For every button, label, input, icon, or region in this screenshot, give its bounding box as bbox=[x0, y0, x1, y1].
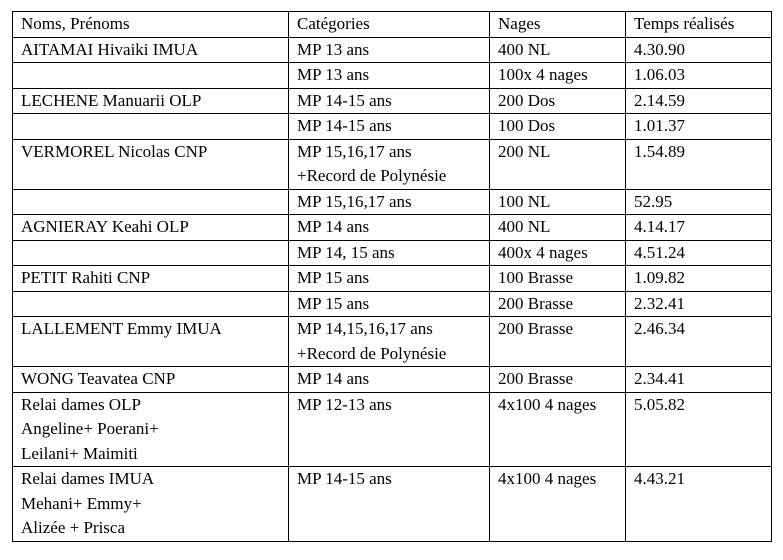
header-row bbox=[13, 12, 772, 38]
table-row bbox=[13, 63, 772, 89]
table-row bbox=[13, 114, 772, 140]
cell-time-line: 4.43.21 bbox=[634, 469, 685, 488]
cell-swim-line: 4x100 4 nages bbox=[498, 469, 597, 488]
cell-time bbox=[626, 266, 772, 292]
cell-name-line bbox=[21, 292, 288, 317]
cell-name-line: AITAMAI Hivaiki IMUA bbox=[21, 39, 199, 59]
cell-category-line: MP 15,16,17 ans bbox=[297, 141, 412, 161]
cell-name bbox=[13, 392, 289, 467]
cell-swim-line: 4x100 4 nages bbox=[498, 394, 597, 414]
cell-time-line: 1.06.03 bbox=[634, 65, 685, 84]
cell-name bbox=[13, 114, 289, 140]
cell-category-line: MP 14-15 ans bbox=[297, 90, 392, 110]
cell-time-line: 4.30.90 bbox=[634, 39, 685, 59]
cell-swim bbox=[490, 467, 626, 542]
cell-category-line: MP 15 ans bbox=[297, 293, 370, 313]
cell-swim-line: 100 Dos bbox=[498, 116, 556, 135]
cell-time-line: 1.54.89 bbox=[634, 141, 685, 161]
table-row bbox=[13, 215, 772, 241]
cell-swim bbox=[490, 189, 626, 215]
cell-category bbox=[289, 392, 490, 467]
cell-name-line: Relai dames IMUA bbox=[21, 469, 155, 488]
cell-category bbox=[289, 114, 490, 140]
cell-category-line: MP 14-15 ans bbox=[297, 469, 392, 488]
cell-swim bbox=[490, 114, 626, 140]
cell-time-line: 2.32.41 bbox=[634, 293, 685, 313]
cell-category bbox=[289, 266, 490, 292]
cell-name-line bbox=[21, 114, 288, 139]
cell-time-line: 2.46.34 bbox=[634, 319, 685, 338]
cell-name bbox=[13, 467, 289, 542]
cell-category bbox=[289, 63, 490, 89]
table-row bbox=[13, 291, 772, 317]
cell-name bbox=[13, 63, 289, 89]
cell-swim-line: 200 NL bbox=[498, 141, 551, 161]
cell-name bbox=[13, 367, 289, 393]
cell-category-line: MP 13 ans bbox=[297, 39, 370, 59]
cell-swim-line: 200 Brasse bbox=[498, 369, 574, 388]
table-row bbox=[13, 392, 772, 467]
cell-name-line: Relai dames OLP bbox=[21, 394, 141, 414]
cell-swim-line: 100 NL bbox=[498, 191, 551, 211]
cell-name bbox=[13, 189, 289, 215]
table-row bbox=[13, 266, 772, 292]
table-row bbox=[13, 240, 772, 266]
cell-swim bbox=[490, 139, 626, 189]
cell-name-line: LALLEMENT Emmy IMUA bbox=[21, 319, 222, 338]
cell-category-line: MP 15,16,17 ans bbox=[297, 191, 412, 211]
cell-swim-line: 400x 4 nages bbox=[498, 242, 588, 262]
cell-name-line: Leilani+ Maimiti bbox=[21, 443, 138, 463]
cell-swim bbox=[490, 266, 626, 292]
cell-category-line: MP 15 ans bbox=[297, 268, 370, 287]
cell-name-line: WONG Teavatea CNP bbox=[21, 369, 176, 388]
cell-name-line bbox=[21, 190, 288, 215]
cell-swim-line: 400 NL bbox=[498, 39, 551, 59]
cell-name-line bbox=[21, 63, 288, 88]
cell-swim bbox=[490, 367, 626, 393]
header-time: Temps réalisés bbox=[626, 12, 772, 38]
cell-category-line: MP 13 ans bbox=[297, 65, 370, 84]
cell-category-line: MP 14, 15 ans bbox=[297, 242, 395, 262]
cell-time bbox=[626, 317, 772, 367]
header-category: Catégories bbox=[289, 12, 490, 38]
cell-swim bbox=[490, 88, 626, 114]
cell-name bbox=[13, 215, 289, 241]
cell-time-line: 1.09.82 bbox=[634, 268, 685, 287]
cell-swim bbox=[490, 63, 626, 89]
cell-time bbox=[626, 240, 772, 266]
cell-category-line: +Record de Polynésie bbox=[297, 166, 447, 185]
cell-category bbox=[289, 291, 490, 317]
table-row bbox=[13, 367, 772, 393]
cell-name-line bbox=[21, 241, 288, 266]
cell-category bbox=[289, 37, 490, 63]
table-row bbox=[13, 467, 772, 542]
cell-swim bbox=[490, 240, 626, 266]
results-table bbox=[12, 11, 772, 542]
cell-name bbox=[13, 291, 289, 317]
cell-time-line: 2.14.59 bbox=[634, 90, 685, 110]
cell-time-line: 4.14.17 bbox=[634, 217, 685, 236]
table-row bbox=[13, 189, 772, 215]
cell-name-line: PETIT Rahiti CNP bbox=[21, 268, 151, 287]
cell-category bbox=[289, 467, 490, 542]
cell-time bbox=[626, 467, 772, 542]
table-row bbox=[13, 37, 772, 63]
cell-name-line: VERMOREL Nicolas CNP bbox=[21, 141, 208, 161]
cell-swim bbox=[490, 37, 626, 63]
cell-swim-line: 400 NL bbox=[498, 217, 551, 236]
cell-category bbox=[289, 88, 490, 114]
cell-time bbox=[626, 392, 772, 467]
cell-name bbox=[13, 240, 289, 266]
cell-time bbox=[626, 291, 772, 317]
cell-category-line: +Record de Polynésie bbox=[297, 343, 447, 363]
cell-swim bbox=[490, 291, 626, 317]
table-body bbox=[13, 37, 772, 541]
cell-time-line: 5.05.82 bbox=[634, 394, 685, 414]
cell-name bbox=[13, 139, 289, 189]
cell-time bbox=[626, 215, 772, 241]
cell-time bbox=[626, 139, 772, 189]
cell-category-line: MP 14,15,16,17 ans bbox=[297, 319, 433, 338]
cell-category-line: MP 14 ans bbox=[297, 217, 370, 236]
header-name: Noms, Prénoms bbox=[13, 12, 289, 38]
table-row bbox=[13, 88, 772, 114]
cell-swim bbox=[490, 392, 626, 467]
cell-category bbox=[289, 139, 490, 189]
cell-name bbox=[13, 266, 289, 292]
cell-time bbox=[626, 63, 772, 89]
cell-name-line: AGNIERAY Keahi OLP bbox=[21, 217, 189, 236]
cell-category bbox=[289, 240, 490, 266]
cell-swim-line: 200 Dos bbox=[498, 90, 556, 110]
cell-time-line: 52.95 bbox=[634, 191, 673, 211]
cell-swim-line: 200 Brasse bbox=[498, 293, 574, 313]
cell-time-line: 4.51.24 bbox=[634, 242, 685, 262]
cell-time-line: 2.34.41 bbox=[634, 369, 685, 388]
header-swim: Nages bbox=[490, 12, 626, 38]
cell-swim-line: 100x 4 nages bbox=[498, 65, 588, 84]
cell-name bbox=[13, 37, 289, 63]
cell-name-line: LECHENE Manuarii OLP bbox=[21, 90, 202, 110]
cell-name bbox=[13, 317, 289, 367]
table-row bbox=[13, 139, 772, 189]
cell-time bbox=[626, 37, 772, 63]
cell-category bbox=[289, 317, 490, 367]
cell-category-line: MP 14 ans bbox=[297, 369, 370, 388]
cell-category bbox=[289, 189, 490, 215]
cell-time bbox=[626, 189, 772, 215]
cell-category-line: MP 14-15 ans bbox=[297, 116, 392, 135]
cell-name bbox=[13, 88, 289, 114]
cell-time bbox=[626, 88, 772, 114]
cell-time-line: 1.01.37 bbox=[634, 116, 685, 135]
cell-time bbox=[626, 367, 772, 393]
cell-swim-line: 200 Brasse bbox=[498, 319, 574, 338]
cell-swim-line: 100 Brasse bbox=[498, 268, 574, 287]
cell-name-line: Alizée + Prisca bbox=[21, 518, 125, 537]
cell-swim bbox=[490, 215, 626, 241]
cell-time bbox=[626, 114, 772, 140]
cell-category bbox=[289, 367, 490, 393]
cell-category bbox=[289, 215, 490, 241]
cell-swim bbox=[490, 317, 626, 367]
table-header bbox=[13, 12, 772, 38]
cell-name-line: Angeline+ Poerani+ bbox=[21, 419, 159, 438]
cell-category-line: MP 12-13 ans bbox=[297, 394, 392, 414]
cell-name-line: Mehani+ Emmy+ bbox=[21, 493, 142, 513]
table-row bbox=[13, 317, 772, 367]
